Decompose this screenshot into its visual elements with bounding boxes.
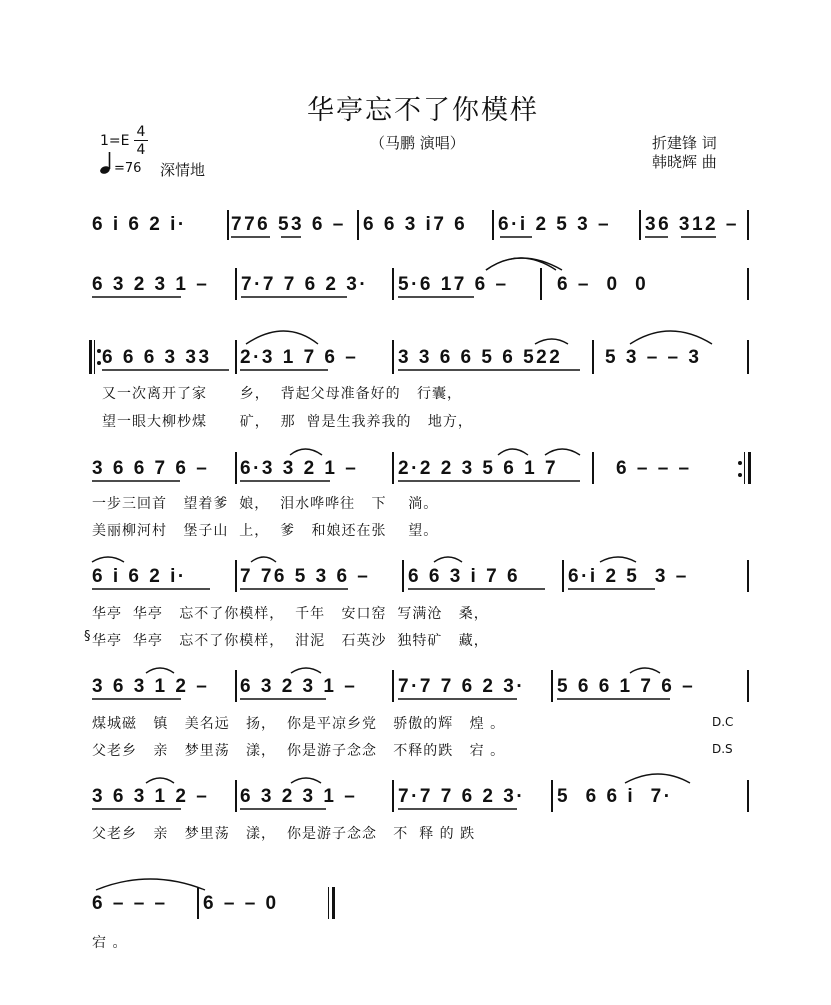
measure-5-2: 7 76 5 3 6 – bbox=[240, 566, 371, 587]
measure-2-2: 7·7 7 6 2 3· bbox=[241, 274, 369, 295]
repeat-end-barline bbox=[748, 452, 751, 484]
measure-2-1: 6 3 2 3 1 – bbox=[92, 274, 210, 295]
dc-mark: D.C bbox=[712, 715, 734, 729]
ds-mark: D.S bbox=[712, 742, 733, 756]
barline bbox=[197, 887, 199, 919]
barline bbox=[392, 670, 394, 702]
barline bbox=[562, 560, 564, 592]
barline bbox=[357, 210, 359, 240]
time-signature-top: 4 bbox=[136, 124, 146, 140]
segno-icon: § bbox=[84, 629, 91, 644]
measure-4-2: 6·3 3 2 1 – bbox=[240, 458, 359, 479]
composer: 韩晓辉 曲 bbox=[652, 153, 717, 171]
time-signature-bottom: 4 bbox=[136, 142, 146, 158]
measure-7-2: 6 3 2 3 1 – bbox=[240, 786, 358, 807]
barline bbox=[551, 780, 553, 812]
measure-3-2: 2·3 1 7 6 – bbox=[240, 347, 359, 368]
measure-6-3: 7·7 7 6 2 3· bbox=[398, 676, 526, 697]
measure-3-4: 5 3 – – 3 bbox=[605, 347, 702, 368]
lyric-6-a: 煤城磁 镇 美名远 扬， 你是平凉乡党 骄傲的辉 煌 。 bbox=[92, 716, 506, 732]
barline bbox=[592, 452, 594, 484]
lyric-5-a: 华亭 华亭 忘不了你模样， 千年 安口窑 写满沧 桑， bbox=[92, 606, 489, 622]
barline bbox=[747, 670, 749, 702]
measure-8-2: 6 – – 0 bbox=[203, 893, 279, 914]
measure-2-3: 5·6 17 6 – bbox=[398, 274, 509, 295]
measure-1-4: 6·i 2 5 3 – bbox=[498, 214, 612, 235]
measure-7-3: 7·7 7 6 2 3· bbox=[398, 786, 526, 807]
barline bbox=[592, 340, 594, 374]
barline bbox=[492, 210, 494, 240]
measure-6-1: 3 6 3 1 2 – bbox=[92, 676, 210, 697]
barline bbox=[392, 268, 394, 300]
key-signature: 1=E bbox=[100, 133, 130, 149]
repeat-start-thin-barline bbox=[94, 340, 95, 374]
performer: （马鹏 演唱） bbox=[370, 134, 465, 152]
barline bbox=[392, 452, 394, 484]
time-signature-rule bbox=[134, 140, 148, 141]
measure-1-5: 36 312 – bbox=[645, 214, 739, 235]
measure-4-3: 2·2 2 3 5 6 1 7 bbox=[398, 458, 559, 479]
repeat-start-barline bbox=[89, 340, 92, 374]
measure-1-3: 6 6 3 i7 6 bbox=[363, 214, 468, 235]
measure-6-4: 5 6 6 1 7 6 – bbox=[557, 676, 696, 697]
measure-1-1: 6 i 6 2 i· bbox=[92, 214, 187, 235]
measure-3-1: 6 6 6 3 33 bbox=[102, 347, 212, 368]
barline bbox=[392, 780, 394, 812]
measure-5-4: 6·i 2 5 3 – bbox=[568, 566, 689, 587]
measure-5-3: 6 6 3 i 7 6 bbox=[408, 566, 521, 587]
barline bbox=[551, 670, 553, 702]
final-thick-barline bbox=[332, 887, 335, 919]
lyric-4-b: 美丽柳河村 堡子山 上， 爹 和娘还在张 望。 bbox=[92, 523, 439, 539]
measure-1-2: 776 53 6 – bbox=[231, 214, 346, 235]
barline bbox=[747, 560, 749, 592]
measure-8-1: 6 – – – bbox=[92, 893, 168, 914]
quarter-note-icon bbox=[99, 152, 111, 175]
repeat-end-thin-barline bbox=[744, 452, 745, 484]
barline bbox=[747, 340, 749, 374]
measure-7-1: 3 6 3 1 2 – bbox=[92, 786, 210, 807]
barline bbox=[235, 670, 237, 702]
barline bbox=[747, 210, 749, 240]
measure-4-1: 3 6 6 7 6 – bbox=[92, 458, 210, 479]
song-title: 华亭忘不了你模样 bbox=[307, 95, 539, 126]
final-thin-barline bbox=[328, 887, 329, 919]
measure-6-2: 6 3 2 3 1 – bbox=[240, 676, 358, 697]
barline bbox=[392, 340, 394, 374]
barline bbox=[747, 268, 749, 300]
barline bbox=[747, 780, 749, 812]
barline bbox=[227, 210, 229, 240]
barline bbox=[402, 560, 404, 592]
measure-2-4: 6 – 0 0 bbox=[557, 274, 649, 295]
barline bbox=[235, 340, 237, 374]
lyric-3-b: 望一眼大柳杪煤 矿， 那 曾是生我养我的 地方， bbox=[102, 414, 473, 430]
measure-7-4: 5 6 6 i 7· bbox=[557, 786, 673, 807]
lyric-6-b: 父老乡 亲 梦里荡 漾， 你是游子念念 不释的跌 宕 。 bbox=[92, 743, 506, 759]
measure-5-1: 6 i 6 2 i· bbox=[92, 566, 187, 587]
lyric-8-a: 宕 。 bbox=[92, 935, 128, 951]
expression-mark: 深情地 bbox=[160, 161, 206, 179]
barline bbox=[235, 560, 237, 592]
tempo: =76 bbox=[114, 161, 142, 176]
barline bbox=[639, 210, 641, 240]
barline bbox=[235, 268, 237, 300]
lyric-7-a: 父老乡 亲 梦里荡 漾， 你是游子念念 不 释 的 跌 bbox=[92, 826, 476, 842]
measure-4-4: 6 – – – bbox=[616, 458, 692, 479]
measure-3-3: 3 3 6 6 5 6 522 bbox=[398, 347, 563, 368]
lyricist: 折建锋 词 bbox=[652, 134, 717, 152]
lyric-5-b: 华亭 华亭 忘不了你模样， 泔泥 石英沙 独特矿 藏， bbox=[92, 633, 489, 649]
barline bbox=[540, 268, 542, 300]
barline bbox=[235, 780, 237, 812]
lyric-4-a: 一步三回首 望着爹 娘， 泪水哗哗往 下 淌。 bbox=[92, 496, 439, 512]
barline bbox=[235, 452, 237, 484]
lyric-3-a: 又一次离开了家 乡， 背起父母准备好的 行囊， bbox=[102, 386, 462, 402]
